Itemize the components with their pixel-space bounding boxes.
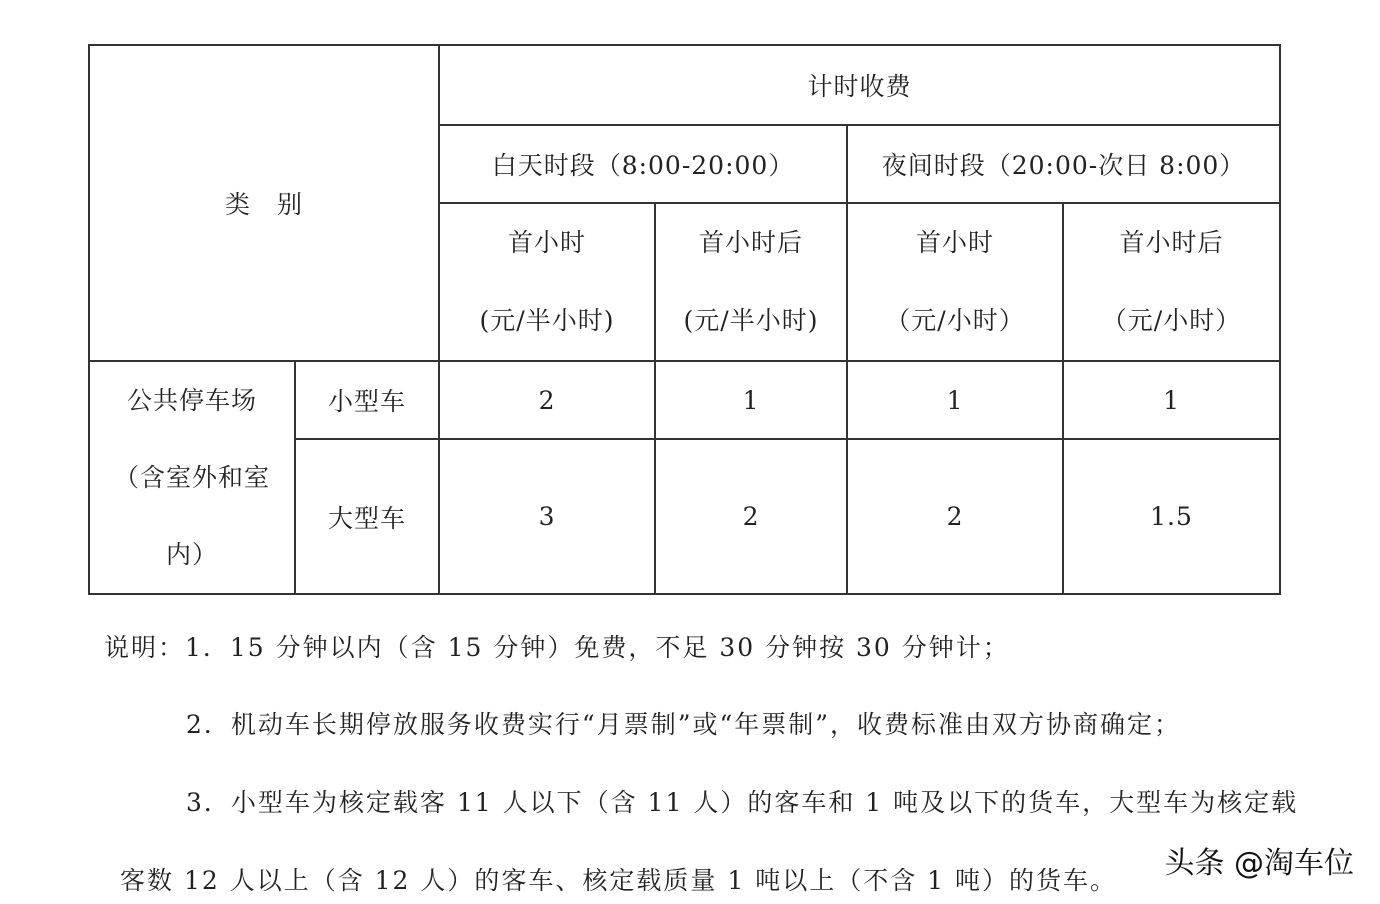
timed-fee-header: 计时收费 — [439, 45, 1280, 125]
column-unit: (元/半小时) — [479, 306, 615, 335]
note-2: 2．机动车长期停放服务收费实行“月票制”或“年票制”，收费标准由双方协商确定； — [186, 710, 1182, 739]
note-3-line-2: 客数 12 人以上（含 12 人）的客车、核定载质量 1 吨以上（不含 1 吨）的货车。 — [120, 866, 1118, 895]
parking-lot-line: 内） — [165, 540, 218, 569]
fee-value-cell: 1.5 — [1063, 439, 1280, 594]
fee-value-cell: 3 — [439, 439, 655, 594]
table-row — [89, 361, 1280, 439]
column-unit: （元/小时） — [885, 306, 1025, 335]
fee-value-cell: 1 — [847, 361, 1063, 439]
vehicle-type-cell: 大型车 — [295, 439, 439, 594]
vehicle-type-cell: 小型车 — [295, 361, 439, 439]
column-label: 首小时后 — [1119, 228, 1224, 257]
parking-lot-line: 公共停车场 — [126, 386, 257, 415]
fee-value-cell: 2 — [847, 439, 1063, 594]
fee-value-cell: 1 — [655, 361, 847, 439]
note-3-line-1: 3．小型车为核定载客 11 人以下（含 11 人）的客车和 1 吨及以下的货车，大型车为核定载 — [186, 788, 1299, 817]
fee-value-cell: 2 — [655, 439, 847, 594]
parking-lot-line: （含室外和室 — [113, 463, 270, 492]
fee-value-cell: 2 — [439, 361, 655, 439]
category-header: 类 别 — [89, 45, 439, 361]
night-after-first-hour-header — [1063, 203, 1280, 361]
day-period-header: 白天时段（8:00-20:00） — [439, 125, 847, 203]
night-period-header: 夜间时段（20:00-次日 8:00） — [847, 125, 1280, 203]
day-after-first-hour-header — [655, 203, 847, 361]
fee-value-cell: 1 — [1063, 361, 1280, 439]
day-first-hour-header — [439, 203, 655, 361]
parking-lot-cell — [89, 361, 295, 594]
night-first-hour-header — [847, 203, 1063, 361]
parking-fee-table — [88, 44, 1281, 595]
column-label: 首小时后 — [699, 228, 804, 257]
column-label: 首小时 — [916, 228, 995, 257]
column-unit: (元/半小时) — [683, 306, 819, 335]
source-watermark: 头条 @淘车位 — [1164, 846, 1354, 881]
column-unit: （元/小时） — [1101, 306, 1242, 335]
column-label: 首小时 — [508, 228, 587, 257]
note-1: 说明：1．15 分钟以内（含 15 分钟）免费，不足 30 分钟按 30 分钟计； — [104, 633, 1010, 662]
